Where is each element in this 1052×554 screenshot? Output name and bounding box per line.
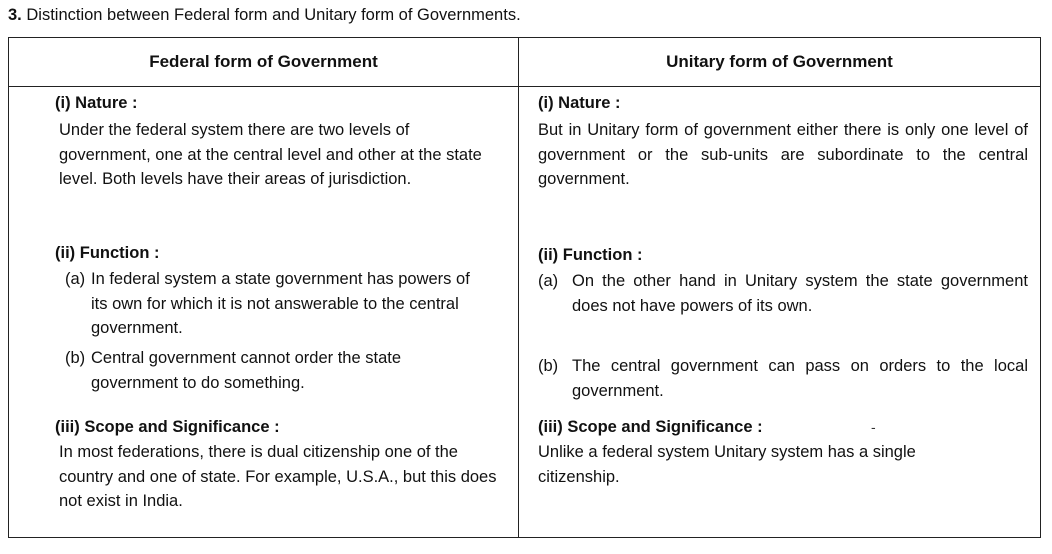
unitary-function-a-text: On the other hand in Unitary system the state government does not have powers of its own. [572,272,1028,315]
unitary-function-b-text: The central government can pass on orders to the local government. [572,357,1028,400]
federal-function-a-text: In federal system a state government has powers of its own for which it is not answerable to the central government. [91,270,470,337]
federal-function-b [59,346,489,395]
scan-speck: - [871,419,876,435]
unitary-scope-text: Unlike a federal system Unitary system has a single citizenship. [538,443,916,486]
heading-title: Distinction between Federal form and Unitary form of Governments. [26,6,521,24]
federal-nature-text: Under the federal system there are two levels of government, one at the central level and other at the state level. Both levels have their areas of jurisdiction. [59,121,482,188]
unitary-scope-label: (iii) Scope and Significance : [538,418,763,436]
unitary-nature-text: But in Unitary form of government either there is only one level of government or the sub-units are subordinate to the central government. [538,121,1028,188]
federal-function-b-marker: (b) [65,349,86,367]
federal-function-a-marker: (a) [65,270,86,288]
unitary-function-label: (ii) Function : [538,246,643,264]
federal-function-b-text: Central government cannot order the state government to do something. [91,349,402,392]
header-unitary: Unitary form of Government [519,38,1041,87]
federal-scope-label: (iii) Scope and Significance : [55,418,280,436]
comparison-table [8,37,1041,538]
header-federal: Federal form of Government [9,38,519,87]
unitary-cell [519,87,1041,538]
unitary-nature-label: (i) Nature : [538,94,621,112]
unitary-function-b [538,354,1028,403]
federal-nature-label: (i) Nature : [55,94,138,112]
page-heading [8,4,521,26]
unitary-function-a [538,269,1028,318]
federal-function-label: (ii) Function : [55,244,160,262]
content-row [9,87,1041,538]
federal-function-a [59,267,479,341]
unitary-function-a-marker: (a) [538,272,559,290]
federal-scope-text: In most federations, there is dual citizenship one of the country and one of state. For example, U.S.A., but this does not exist in India. [59,443,497,510]
unitary-function-b-marker: (b) [538,357,559,375]
header-row [9,38,1041,87]
heading-number: 3. [8,6,22,24]
federal-cell [9,87,519,538]
